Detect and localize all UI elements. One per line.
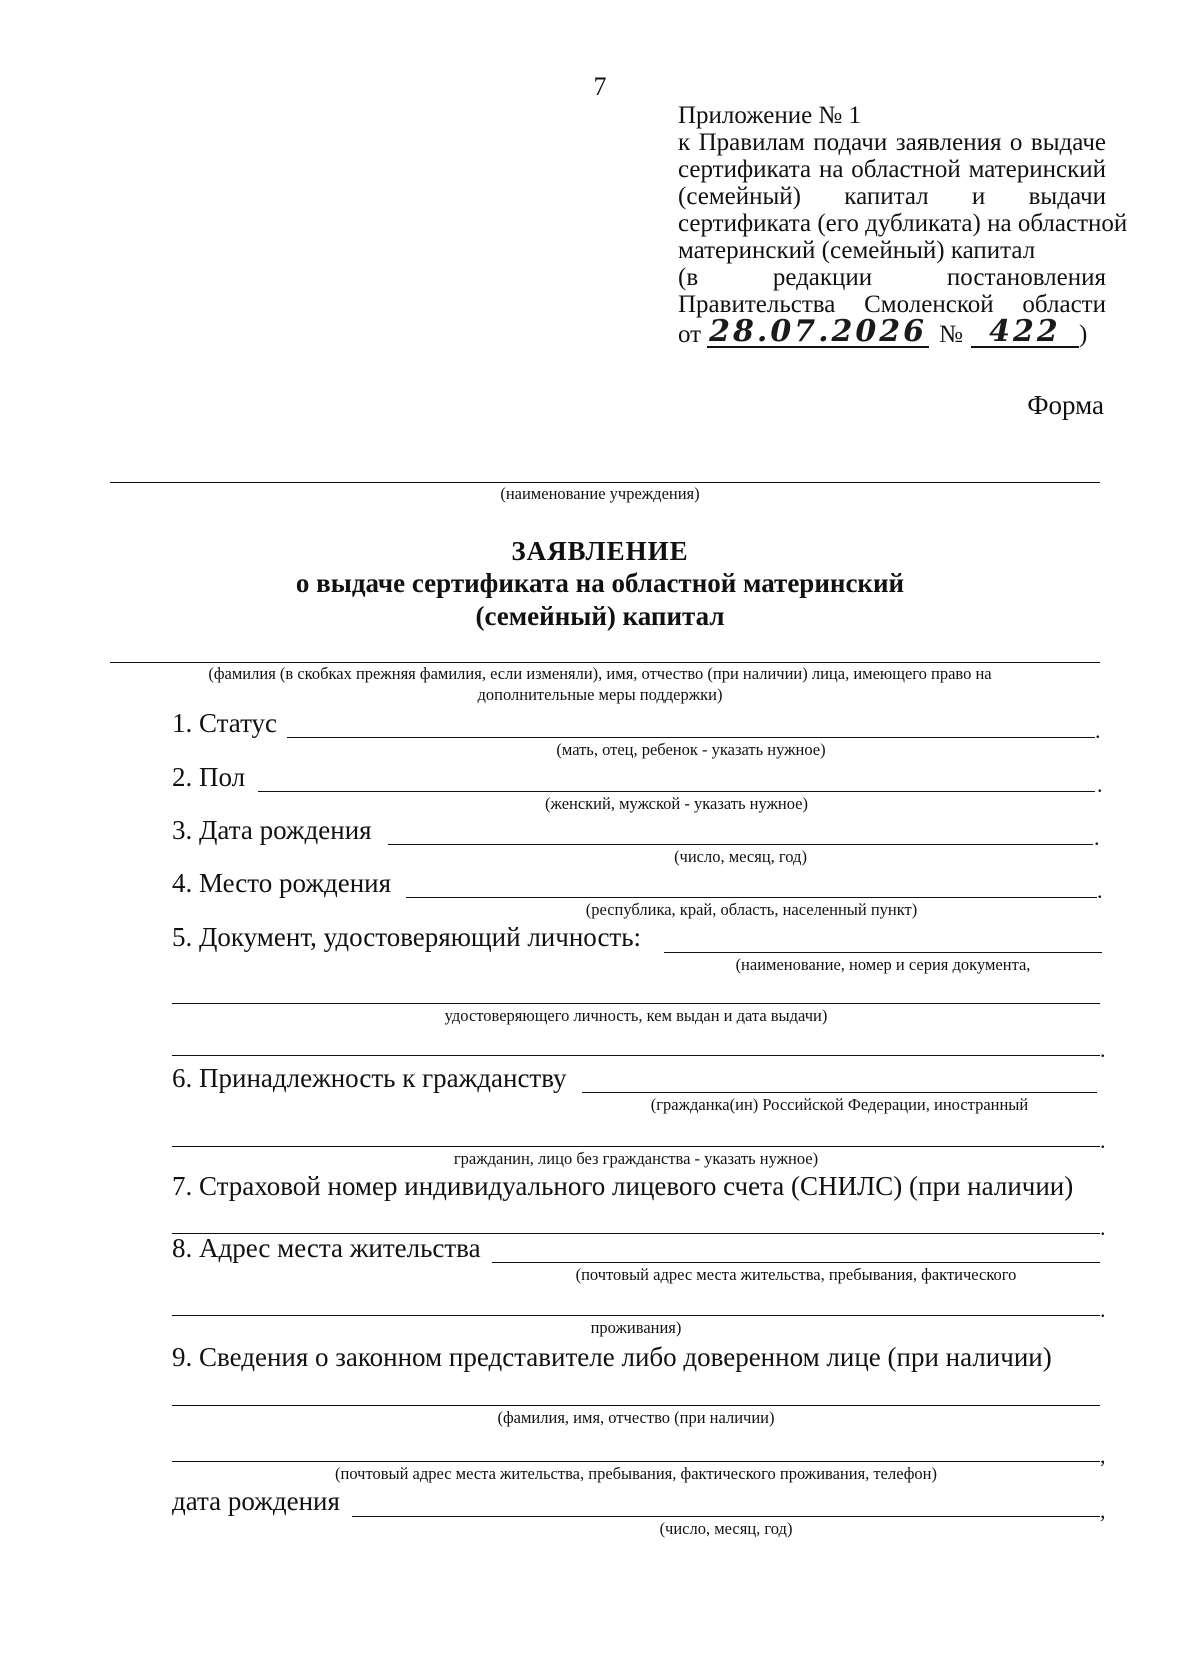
status-label: 1. Статус bbox=[172, 708, 277, 738]
identity-doc-field-line-3[interactable] bbox=[172, 1055, 1100, 1056]
institution-field-line[interactable] bbox=[110, 482, 1100, 483]
appendix-line: к Правилам подачи заявления о выдаче bbox=[678, 129, 1106, 156]
appendix-line: (семейный) капитал и выдачи bbox=[678, 183, 1106, 210]
handwritten-number: 422 bbox=[971, 318, 1079, 348]
citizenship-label: 6. Принадлежность к гражданству bbox=[172, 1063, 567, 1093]
representative-address-line[interactable] bbox=[172, 1461, 1100, 1462]
sex-field-line[interactable] bbox=[258, 791, 1095, 792]
representative-birth-label: дата рождения bbox=[172, 1486, 340, 1516]
citizenship-field-line[interactable] bbox=[582, 1092, 1097, 1093]
institution-caption: (наименование учреждения) bbox=[500, 484, 700, 503]
sex-caption: (женский, мужской - указать нужное) bbox=[545, 794, 808, 813]
applicant-name-line[interactable] bbox=[110, 662, 1100, 663]
period: . bbox=[1094, 825, 1100, 850]
birth-place-field-line[interactable] bbox=[406, 897, 1097, 898]
birth-place-caption: (республика, край, область, населенный пункт) bbox=[585, 900, 918, 919]
birth-date-caption: (число, месяц, год) bbox=[674, 847, 807, 866]
representative-name-line[interactable] bbox=[172, 1405, 1100, 1406]
number-sign: № bbox=[939, 321, 963, 348]
document-subtitle: (семейный) капитал bbox=[475, 601, 725, 631]
period: . bbox=[1100, 1215, 1106, 1240]
applicant-caption: (фамилия (в скобках прежняя фамилия, если изменяли), имя, отчество (при наличии) лица, имеющего право на bbox=[208, 664, 992, 683]
period: . bbox=[1100, 1297, 1106, 1322]
representative-birth-caption: (число, месяц, год) bbox=[659, 1519, 793, 1538]
page-number: 7 bbox=[593, 72, 607, 101]
identity-doc-field-line[interactable] bbox=[664, 952, 1102, 953]
appendix-header bbox=[678, 102, 1128, 349]
period: . bbox=[1100, 1128, 1106, 1153]
citizenship-caption: (гражданка(ин) Российской Федерации, иностранный bbox=[650, 1095, 1029, 1114]
appendix-line: Приложение № 1 bbox=[678, 102, 862, 129]
birth-date-field-line[interactable] bbox=[388, 844, 1093, 845]
resolution-date-line bbox=[678, 314, 1106, 349]
address-caption: (почтовый адрес места жительства, пребывания, фактического bbox=[575, 1265, 1017, 1284]
address-caption-2: проживания) bbox=[590, 1318, 682, 1337]
representative-label: 9. Сведения о законном представителе либо доверенном лице (при наличии) bbox=[172, 1342, 1052, 1372]
identity-doc-field-line-2[interactable] bbox=[172, 1003, 1100, 1004]
citizenship-field-line-2[interactable] bbox=[172, 1146, 1100, 1147]
period: . bbox=[1097, 772, 1103, 797]
citizenship-caption-2: гражданин, лицо без гражданства - указать нужное) bbox=[453, 1149, 819, 1168]
closing-paren: ) bbox=[1078, 321, 1088, 348]
representative-birth-line[interactable] bbox=[352, 1516, 1100, 1517]
status-caption: (мать, отец, ребенок - указать нужное) bbox=[556, 740, 826, 759]
address-label: 8. Адрес места жительства bbox=[172, 1233, 481, 1263]
appendix-line: сертификата на областной материнский bbox=[678, 156, 1106, 183]
snils-label: 7. Страховой номер индивидуального лицевого счета (СНИЛС) (при наличии) bbox=[172, 1171, 1074, 1201]
document-subtitle: о выдаче сертификата на областной материнский bbox=[295, 568, 905, 598]
identity-doc-caption: (наименование, номер и серия документа, bbox=[735, 955, 1031, 974]
appendix-line: Правительства Смоленской области bbox=[678, 291, 1106, 318]
period: . bbox=[1097, 878, 1103, 903]
applicant-caption: дополнительные меры поддержки) bbox=[477, 685, 723, 704]
identity-doc-caption-2: удостоверяющего личность, кем выдан и дата выдачи) bbox=[444, 1006, 828, 1025]
representative-name-caption: (фамилия, имя, отчество (при наличии) bbox=[497, 1408, 775, 1427]
address-field-line[interactable] bbox=[492, 1262, 1100, 1263]
period: . bbox=[1100, 1037, 1106, 1062]
address-field-line-2[interactable] bbox=[172, 1315, 1100, 1316]
appendix-line: материнский (семейный) капитал bbox=[678, 237, 1036, 264]
appendix-line: (в редакции постановления bbox=[678, 264, 1106, 291]
comma: , bbox=[1100, 1443, 1106, 1468]
status-field-line[interactable] bbox=[287, 737, 1095, 738]
form-label: Форма bbox=[1027, 390, 1104, 420]
period: . bbox=[1095, 718, 1101, 743]
date-prefix: от bbox=[678, 321, 702, 348]
identity-doc-label: 5. Документ, удостоверяющий личность: bbox=[172, 922, 642, 952]
birth-date-label: 3. Дата рождения bbox=[172, 815, 372, 845]
appendix-line: сертификата (его дубликата) на областной bbox=[678, 210, 1128, 237]
sex-label: 2. Пол bbox=[172, 762, 246, 792]
representative-address-caption: (почтовый адрес места жительства, пребывания, фактического проживания, телефон) bbox=[335, 1464, 937, 1483]
handwritten-date: 28.07.2026 bbox=[707, 318, 929, 348]
comma: , bbox=[1100, 1498, 1106, 1523]
birth-place-label: 4. Место рождения bbox=[172, 868, 392, 898]
document-title: ЗАЯВЛЕНИЕ bbox=[511, 536, 689, 566]
